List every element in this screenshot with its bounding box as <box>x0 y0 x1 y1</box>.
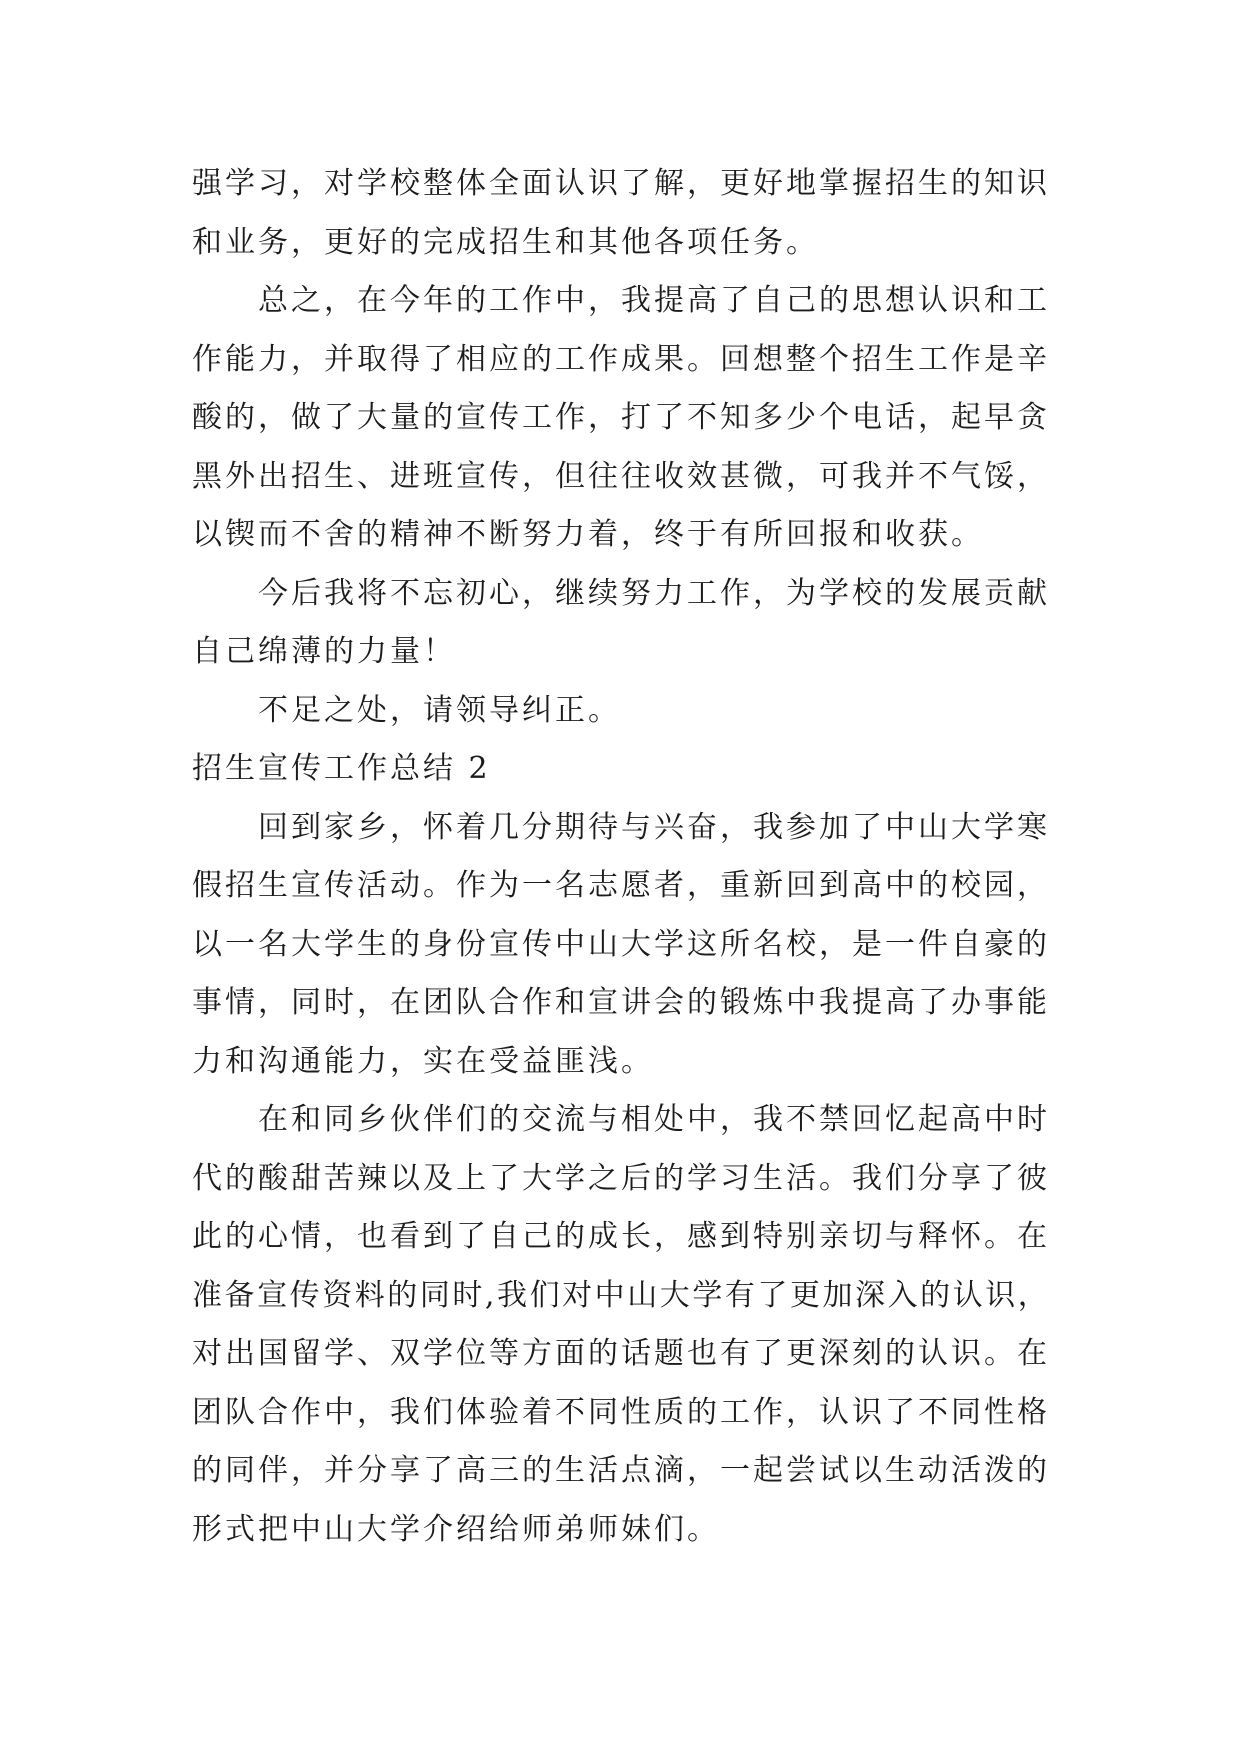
text-line: 假招生宣传活动。作为一名志愿者，重新回到高中的校园， <box>192 868 1050 903</box>
text-line: 准备宣传资料的同时,我们对中山大学有了更加深入的认识， <box>192 1277 1050 1313</box>
text-line: 以一名大学生的身份宣传中山大学这所名校，是一件自豪的 <box>192 926 1050 962</box>
text-line: 自己绵薄的力量！ <box>192 634 456 669</box>
paragraph <box>192 565 1050 682</box>
text-line: 形式把中山大学介绍给师弟师妹们。 <box>192 1511 720 1547</box>
text-line: 酸的，做了大量的宣传工作，打了不知多少个电话，起早贪 <box>192 400 1050 435</box>
text-line: 和业务，更好的完成招生和其他各项任务。 <box>192 224 819 260</box>
text-line: 不足之处，请领导纠正。 <box>258 692 621 728</box>
text-line: 团队合作中，我们体验着不同性质的工作，认识了不同性格 <box>192 1394 1050 1430</box>
text-line: 总之，在今年的工作中，我提高了自己的思想认识和工 <box>258 283 1050 318</box>
paragraph <box>192 272 1050 565</box>
text-line: 的同伴，并分享了高三的生活点滴，一起尝试以生动活泼的 <box>192 1453 1050 1488</box>
text-line: 黑外出招生、进班宣传，但往往收效甚微，可我并不气馁， <box>192 458 1050 494</box>
text-line: 事情，同时，在团队合作和宣讲会的锻炼中我提高了办事能 <box>192 985 1050 1020</box>
text-line: 对出国留学、双学位等方面的话题也有了更深刻的认识。在 <box>192 1336 1050 1371</box>
text-line: 以锲而不舍的精神不断努力着，终于有所回报和收获。 <box>192 517 984 552</box>
paragraph <box>192 155 1050 272</box>
text-line: 此的心情，也看到了自己的成长，感到特别亲切与释怀。在 <box>192 1219 1050 1254</box>
text-line: 力和沟通能力，实在受益匪浅。 <box>192 1043 654 1079</box>
text-line: 代的酸甜苦辣以及上了大学之后的学习生活。我们分享了彼 <box>192 1160 1050 1196</box>
text-line: 强学习，对学校整体全面认识了解，更好地掌握招生的知识 <box>192 166 1050 201</box>
paragraph <box>192 682 1050 741</box>
text-line: 今后我将不忘初心，继续努力工作，为学校的发展贡献 <box>258 575 1050 611</box>
text-line: 在和同乡伙伴们的交流与相处中，我不禁回忆起高中时 <box>258 1102 1050 1137</box>
paragraph <box>192 1091 1050 1559</box>
text-line: 回到家乡，怀着几分期待与兴奋，我参加了中山大学寒 <box>258 809 1050 845</box>
text-line: 作能力，并取得了相应的工作成果。回想整个招生工作是辛 <box>192 341 1050 377</box>
document-body <box>192 155 1050 1559</box>
section-title: 招生宣传工作总结 2 <box>192 751 491 786</box>
paragraph <box>192 799 1050 1092</box>
